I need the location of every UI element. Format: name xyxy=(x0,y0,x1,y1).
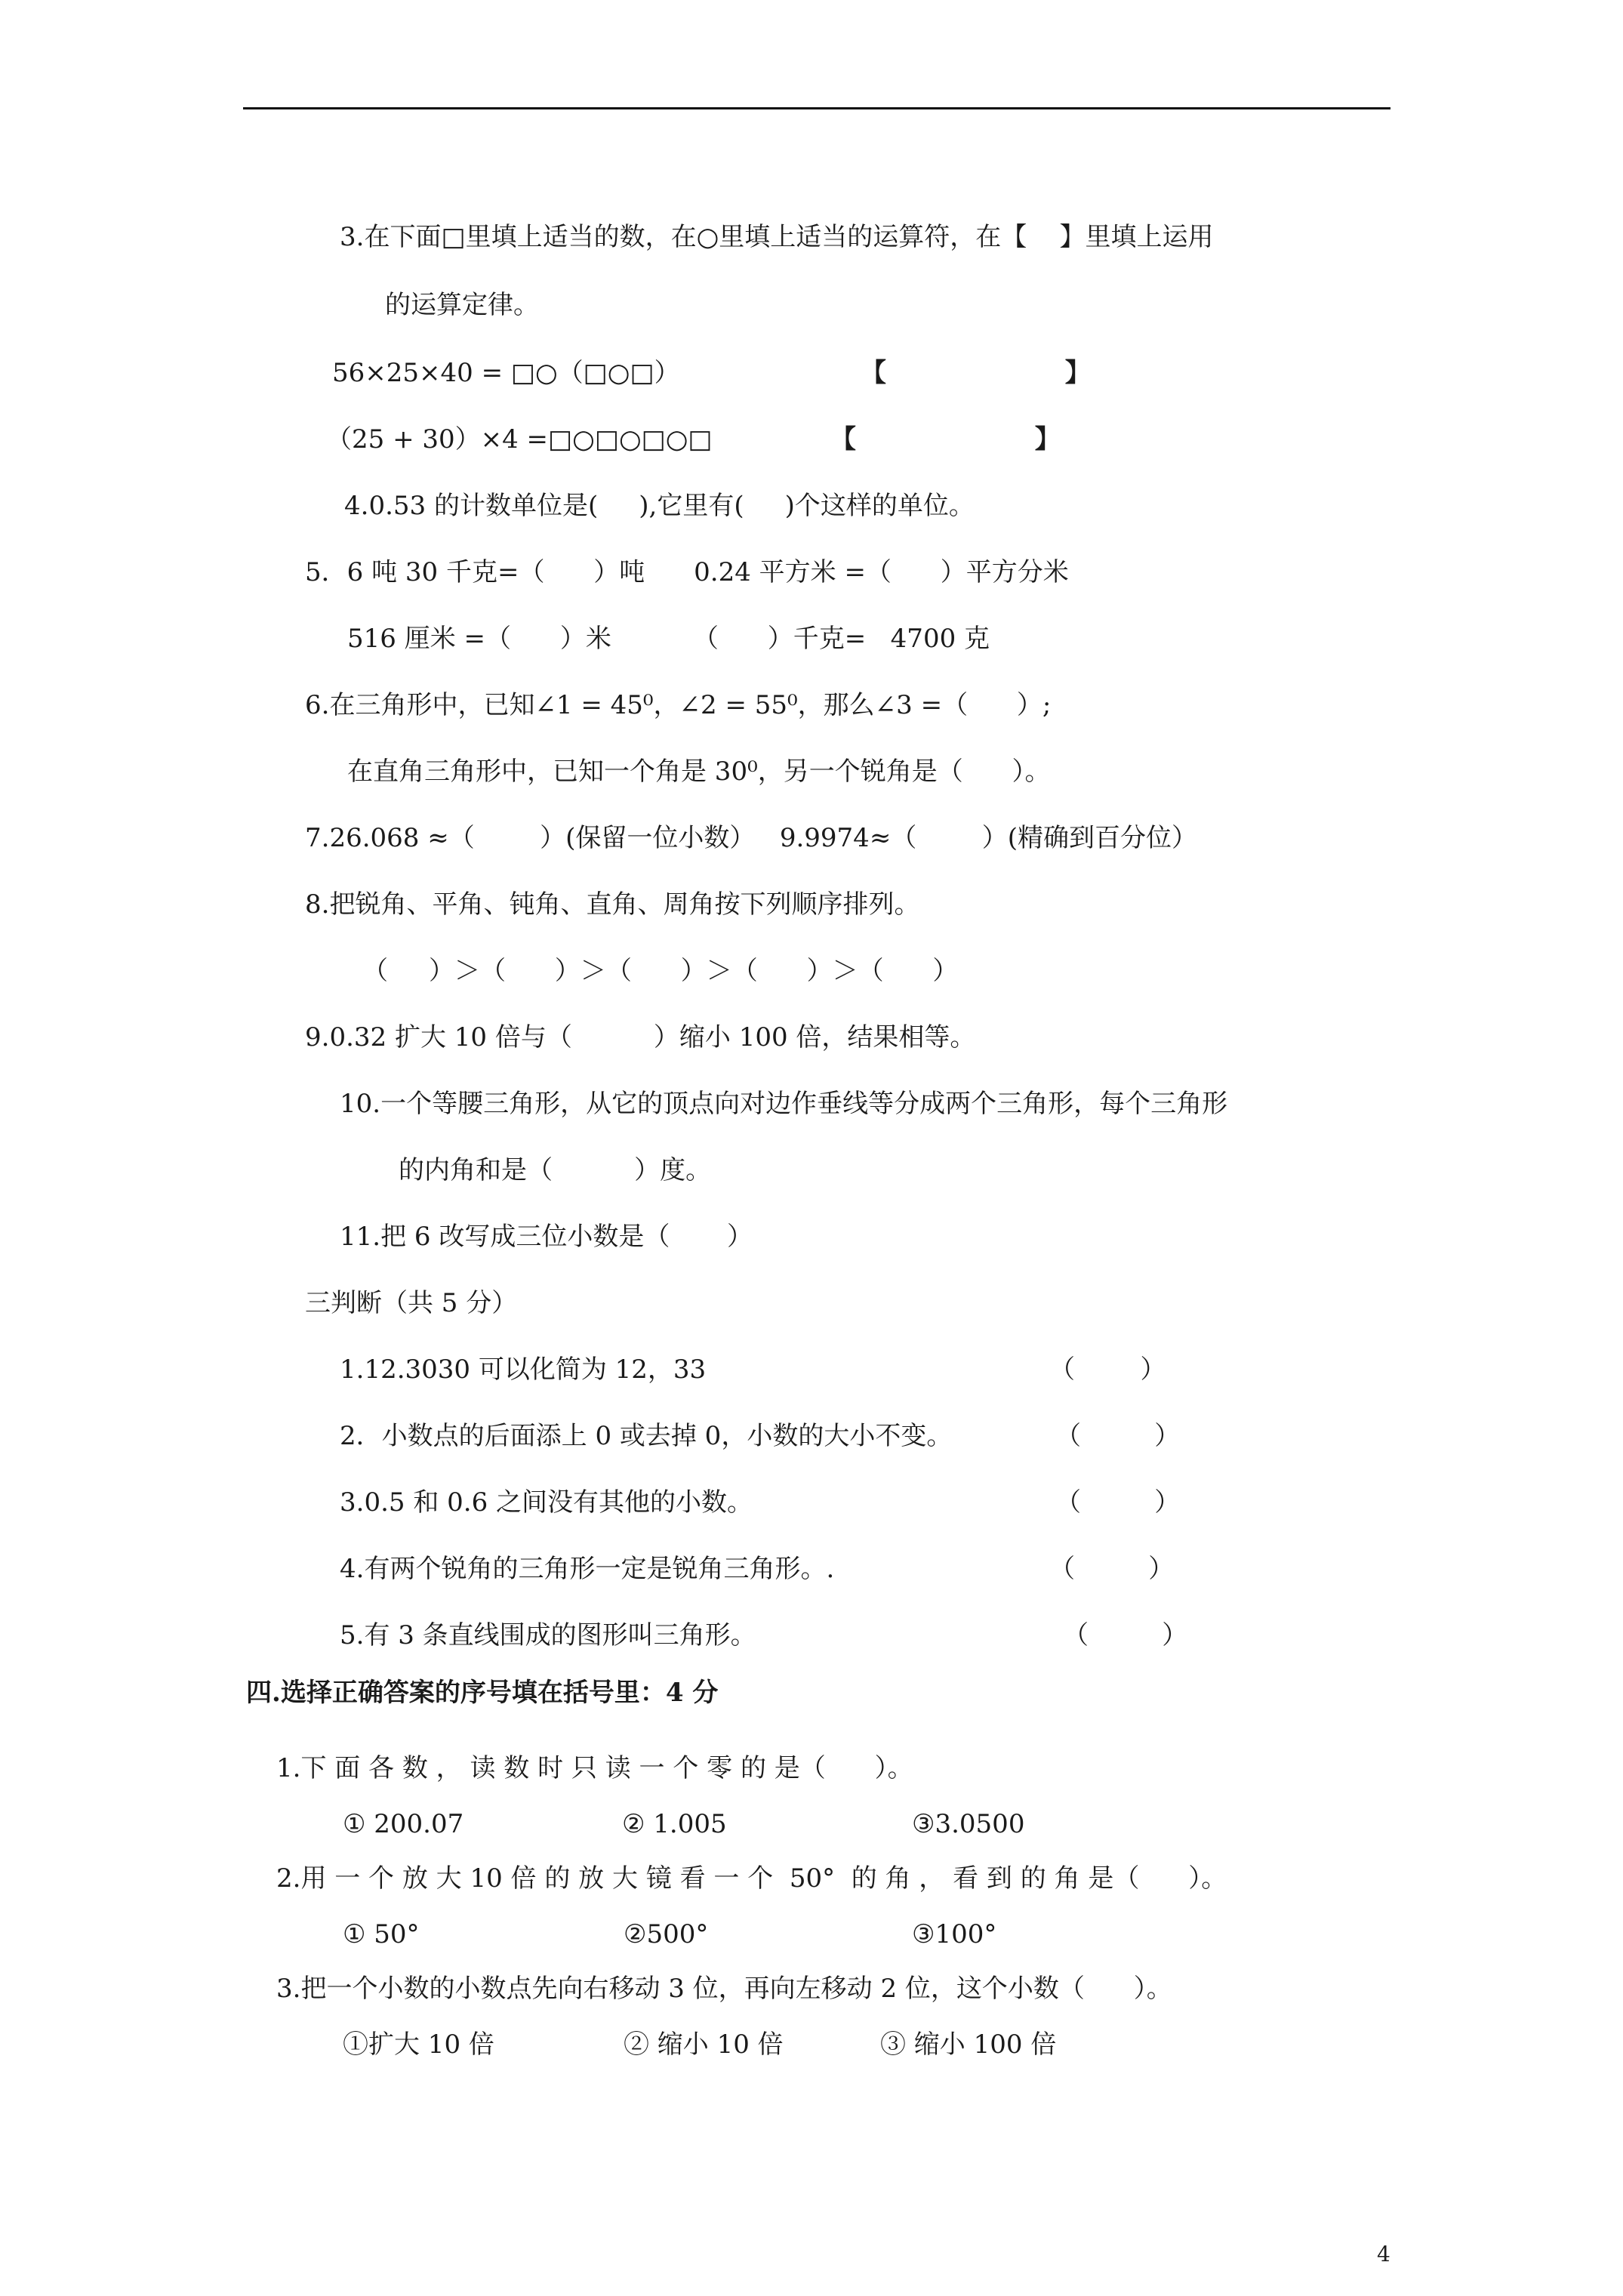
q10-line1: 10.一个等腰三角形，从它的顶点向对边作垂线等分成两个三角形，每个三角形 xyxy=(340,1089,1228,1119)
judge-paren-3: （ ） xyxy=(1055,1487,1181,1518)
choice-q2-option-1: ① 50° xyxy=(343,1919,420,1949)
judge-item-3: 3.0.5 和 0.6 之间没有其他的小数。 xyxy=(340,1487,753,1518)
q6-line1: 6.在三角形中，已知∠1 = 45⁰，∠2 = 55⁰，那么∠3 =（ ）; xyxy=(305,690,1052,720)
q3-equation-2: （25 + 30）×4 =□○□○□○□ xyxy=(326,424,713,455)
judge-item-5: 5.有 3 条直线围成的图形叫三角形。 xyxy=(340,1620,756,1650)
q6-line2: 在直角三角形中，已知一个角是 30⁰，另一个锐角是（ ）。 xyxy=(347,757,1051,787)
q3-answer-bracket-2: 【 】 xyxy=(830,424,1061,455)
choice-q1-option-1: ① 200.07 xyxy=(343,1809,464,1839)
judge-item-1: 1.12.3030 可以化简为 12，33 xyxy=(340,1354,707,1385)
q7: 7.26.068 ≈（ ）(保留一位小数） 9.9974≈（ ）(精确到百分位） xyxy=(305,823,1198,853)
q8-line1: 8.把锐角、平角、钝角、直角、周角按下列顺序排列。 xyxy=(305,889,920,920)
judge-paren-4: （ ） xyxy=(1049,1554,1175,1584)
choice-q3-option-2: ② 缩小 10 倍 xyxy=(624,2029,784,2060)
choice-q3-option-1: ①扩大 10 倍 xyxy=(343,2029,494,2060)
section4-title: 四.选择正确答案的序号填在括号里：4 分 xyxy=(246,1678,719,1708)
judge-paren-1: （ ） xyxy=(1049,1354,1166,1385)
choice-q1-option-2: ② 1.005 xyxy=(622,1809,727,1839)
page-number: 4 xyxy=(1377,2242,1390,2267)
q3-answer-bracket-1: 【 】 xyxy=(861,358,1091,388)
q8-line2: （ ）＞（ ）＞（ ）＞（ ）＞（ ） xyxy=(362,956,959,986)
q4: 4.0.53 的计数单位是( ),它里有( )个这样的单位。 xyxy=(344,491,975,521)
judge-paren-5: （ ） xyxy=(1063,1620,1188,1650)
choice-q1: 1.下 面 各 数 ， 读 数 时 只 读 一 个 零 的 是（ ）。 xyxy=(276,1753,913,1783)
judge-paren-2: （ ） xyxy=(1055,1421,1181,1451)
q3-line2: 的运算定律。 xyxy=(385,290,539,320)
section3-title: 三判断（共 5 分） xyxy=(305,1288,518,1318)
q11: 11.把 6 改写成三位小数是（ ） xyxy=(340,1222,753,1252)
choice-q3: 3.把一个小数的小数点先向右移动 3 位，再向左移动 2 位，这个小数（ ）。 xyxy=(276,1974,1172,2004)
choice-q2: 2.用 一 个 放 大 10 倍 的 放 大 镜 看 一 个 50° 的 角 ， 看 到 的 角 是（ ）。 xyxy=(276,1863,1227,1894)
header-rule xyxy=(243,107,1390,109)
q10-line2: 的内角和是（ ）度。 xyxy=(399,1155,712,1185)
choice-q2-option-3: ③100° xyxy=(912,1919,997,1949)
q5-line1: 5．6 吨 30 千克=（ ）吨 0.24 平方米 =（ ）平方分米 xyxy=(305,557,1069,587)
q3-equation-1: 56×25×40 = □○（□○□） xyxy=(332,358,680,388)
q9: 9.0.32 扩大 10 倍与（ ）缩小 100 倍，结果相等。 xyxy=(305,1022,976,1052)
choice-q1-option-3: ③3.0500 xyxy=(912,1809,1025,1839)
judge-item-4: 4.有两个锐角的三角形一定是锐角三角形。. xyxy=(340,1554,835,1584)
q3-line1: 3.在下面□里填上适当的数，在○里填上适当的运算符，在【 】里填上运用 xyxy=(340,222,1214,252)
choice-q3-option-3: ③ 缩小 100 倍 xyxy=(880,2029,1057,2060)
judge-item-2: 2．小数点的后面添上 0 或去掉 0，小数的大小不变。 xyxy=(340,1421,953,1451)
choice-q2-option-2: ②500° xyxy=(624,1919,709,1949)
q5-line2: 516 厘米 =（ ）米 （ ）千克= 4700 克 xyxy=(347,624,990,654)
